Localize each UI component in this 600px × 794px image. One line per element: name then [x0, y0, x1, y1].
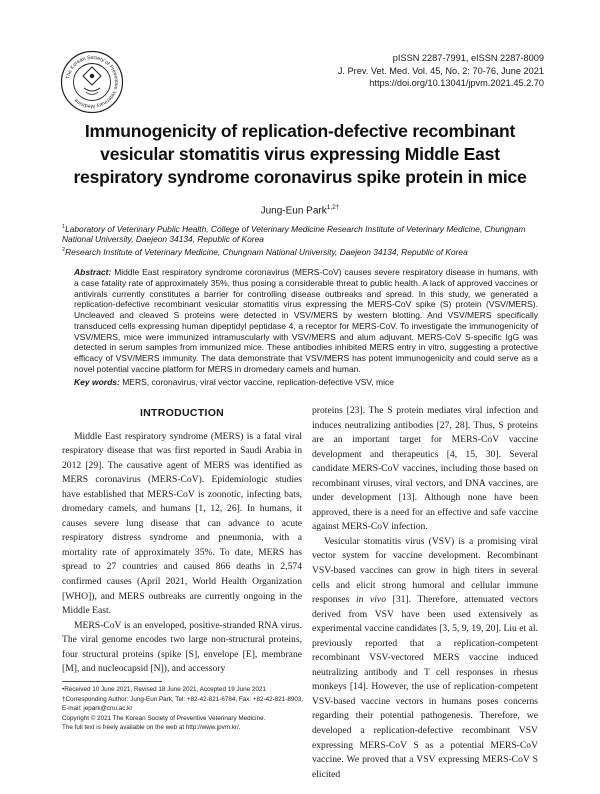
keywords-text: MERS, coronavirus, viral vector vaccine, replication-defective VSV, mice [122, 377, 394, 387]
author-name: Jung-Eun Park [260, 205, 327, 217]
author-sup: 1,2† [326, 204, 340, 211]
body-column-left [62, 402, 302, 677]
affiliations [62, 222, 540, 257]
citation: J. Prev. Vet. Med. Vol. 45, No. 2: 70-76, June 2021 [337, 65, 544, 76]
paragraph: MERS-CoV is an enveloped, positive-stranded RNA virus. The viral genome encodes two large non-structural proteins, four structural proteins (spike [S], envelope [E], membrane [M], and nucleocapsid [N]), and accessory [62, 619, 302, 675]
issn: pISSN 2287-7991, eISSN 2287-8009 [392, 53, 544, 63]
italic-in-vivo: in vivo [355, 594, 386, 606]
paragraph: proteins [23]. The S protein mediates viral infection and induces neutralizing antibodies [27, 28]. Thus, S proteins are an important target for MERS-CoV vaccine development and therapeutics [4, 15, 30]. Several candidate MERS-CoV vaccines, including those based on recombinant viruses, viral vectors, and DNA vaccines, are under development [13]. Although none have been approved, there is a need for an effective and safe vaccine against MERS-CoV infection. [312, 405, 538, 533]
footnote-email[interactable]: E-mail: jepark@cnu.ac.kr [62, 705, 133, 712]
affiliation-1: $^1$Laboratory of Veterinary Public Health, College of Veterinary Medicine Research Institute of Veterinary Medicine, Chungnam National University, Daejeon 34134, Republic of Korea [62, 223, 526, 245]
abstract-text: Middle East respiratory syndrome coronavirus (MERS-CoV) causes severe respiratory disease in humans, with a case fatality rate of approximately 35%, thus posing a considerable threat to public health. A lack of approved vaccines or antivirals currently constitutes a barrier for controlling disease outbreaks and spread. In this study, we generated a replication-defective recombinant vesicular stomatitis virus expressing the MERS-CoV spike (S) protein (VSV/MERS). Uncleaved and cleaved S proteins were detected in VSV/MERS by western blotting. And VSV/MERS specifically transduced cells expressing human dipeptidyl peptidase 4, a receptor for MERS-CoV. To investigate the immunogenicity of VSV/MERS, mice were immunized intramuscularly with VSV/MERS and alum adjuvant. MERS-CoV S-specific IgG was detected in serum samples from immunized mice. These antibodies inhibited MERS entry in vitro, suggesting a protective efficacy of VSV/MERS immunity. The data demonstrate that VSV/MERS has potent immunogenicity and could serve as a novel potential vaccine platform for MERS in dromedary camels and human. [74, 267, 538, 374]
abstract-label: Abstract: [74, 267, 112, 277]
footnotes [62, 685, 302, 733]
journal-meta [338, 52, 544, 90]
seal-emblem-icon [83, 67, 101, 95]
body-column-right [312, 404, 538, 782]
doi-link[interactable]: https://doi.org/10.13041/jpvm.2021.45.2.70 [369, 78, 544, 89]
paragraph: Middle East respiratory syndrome (MERS) is a fatal viral respiratory disease that was first reported in Saudi Arabia in 2012 [29]. The causative agent of MERS was identified as MERS coronavirus (MERS-CoV). Epidemiologic studies have established that MERS-CoV is zoonotic, infecting bats, dromedary camels, and humans [1, 12, 26]. In humans, it causes severe lung disease that can advance to acute respiratory distress syndrome and pneumonia, with a mortality rate of approximately 35%. To date, MERS has spread to 27 countries and caused 866 deaths in 2,574 confirmed causes (April 2021, World Health Organization [WHO]), and MERS outbreaks are currently ongoing in the Middle East. [62, 430, 302, 617]
footnote-corresponding: †Corresponding Author: Jung-Eun Park, Tel: +82-42-821-6784, Fax: +82-42-821-8903, [62, 695, 304, 703]
section-heading-introduction: INTRODUCTION [139, 407, 225, 419]
footnote-availability: The full text is freely available on the web at http://www.jpvm.kr/. [62, 724, 241, 731]
footnote-received: •Received 10 June 2021, Revised 18 June 2021, Accepted 19 June 2021 [62, 686, 266, 693]
society-seal-logo [60, 50, 124, 114]
keywords [74, 377, 538, 388]
abstract [74, 267, 538, 375]
author-line [0, 204, 600, 216]
paper-title: Immunogenicity of replication-defective recombinant vesicular stomatitis virus expressing Middle East respiratory syndrome coronavirus spike protein in mice [73, 121, 527, 187]
affiliation-2: $^2$Research Institute of Veterinary Medicine, Chungnam National University, Daejeon 34134, Republic of Korea [62, 246, 468, 257]
paragraph: Vesicular stomatitis virus (VSV) is a promising viral vector system for vaccine development. Recombinant VSV-based vaccines can grow in high titers in several cells and elicit strong humoral and cellular immune responses in vivo [31]. Therefore, attenuated vectors derived from VSV have been used extensively as experimental vaccine candidates [3, 5, 9, 19, 20]. Liu et al. previously reported that a replication-competent recombinant VSV-vectored MERS vaccine induced neutralizing antibody and T cell responses in rhesus monkeys [14]. However, the use of replication-competent VSV-based vaccine vectors in humans poses concerns regarding their potential pathogenesis. Therefore, we developed a replication-defective recombinant VSV expressing MERS-CoV S as a potential MERS-CoV vaccine. We proved that a VSV expressing MERS-CoV S elicited [312, 535, 539, 780]
keywords-label: Key words: [74, 377, 120, 387]
footnote-copyright: Copyright © 2021 The Korean Society of Preventive Veterinary Medicine. [62, 714, 266, 722]
seal-ring-text: The Korean Society of Preventive Veterinary Medicine [65, 54, 120, 110]
footnote-divider [62, 681, 162, 682]
